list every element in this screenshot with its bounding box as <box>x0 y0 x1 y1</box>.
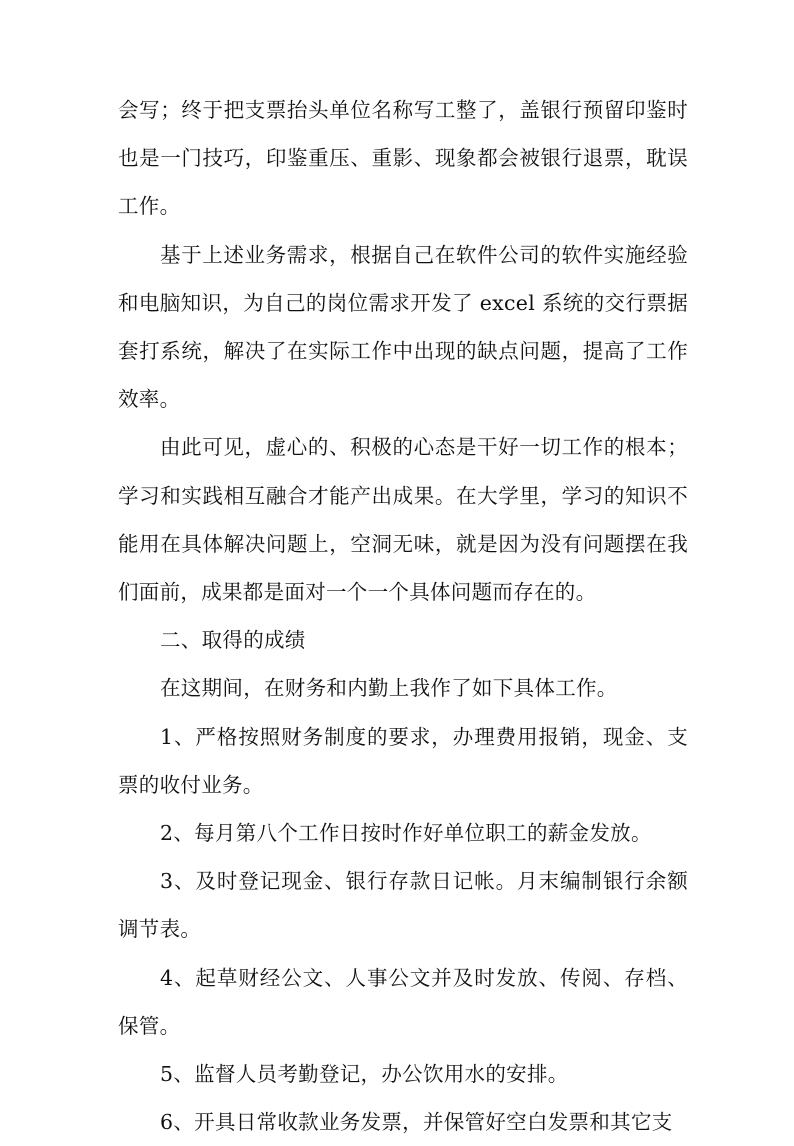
list-item-3: 3、及时登记现金、银行存款日记帐。月末编制银行余额调节表。 <box>118 869 688 942</box>
paragraph-2: 基于上述业务需求，根据自己在软件公司的软件实施经验和电脑知识，为自己的岗位需求开发了 excel 系统的交行票据套打系统，解决了在实际工作中出现的缺点问题，提高了工作效率。 <box>118 242 688 412</box>
document-body <box>118 86 688 1146</box>
paragraph-1: 会写；终于把支票抬头单位名称写工整了，盖银行预留印鉴时也是一门技巧，印鉴重压、重影、现象都会被银行退票，耽误工作。 <box>118 98 688 219</box>
list-item-4: 4、起草财经公文、人事公文并及时发放、传阅、存档、保管。 <box>118 965 688 1038</box>
list-item-1: 1、严格按照财务制度的要求，办理费用报销，现金、支票的收付业务。 <box>118 724 688 797</box>
paragraph-5: 在这期间，在财务和内勤上我作了如下具体工作。 <box>160 676 618 701</box>
section-heading: 二、取得的成绩 <box>160 628 306 653</box>
list-item-5: 5、监督人员考勤登记，办公饮用水的安排。 <box>160 1062 569 1087</box>
paragraph-3: 由此可见，虚心的、积极的心态是干好一切工作的根本；学习和实践相互融合才能产出成果。在大学里，学习的知识不能用在具体解决问题上，空洞无味，就是因为没有问题摆在我们面前，成果都是面对一个一个具体问题而存在的。 <box>118 435 688 605</box>
list-item-6: 6、开具日常收款业务发票，并保管好空白发票和其它支 <box>160 1110 673 1135</box>
list-item-2: 2、每月第八个工作日按时作好单位职工的薪金发放。 <box>160 821 652 846</box>
